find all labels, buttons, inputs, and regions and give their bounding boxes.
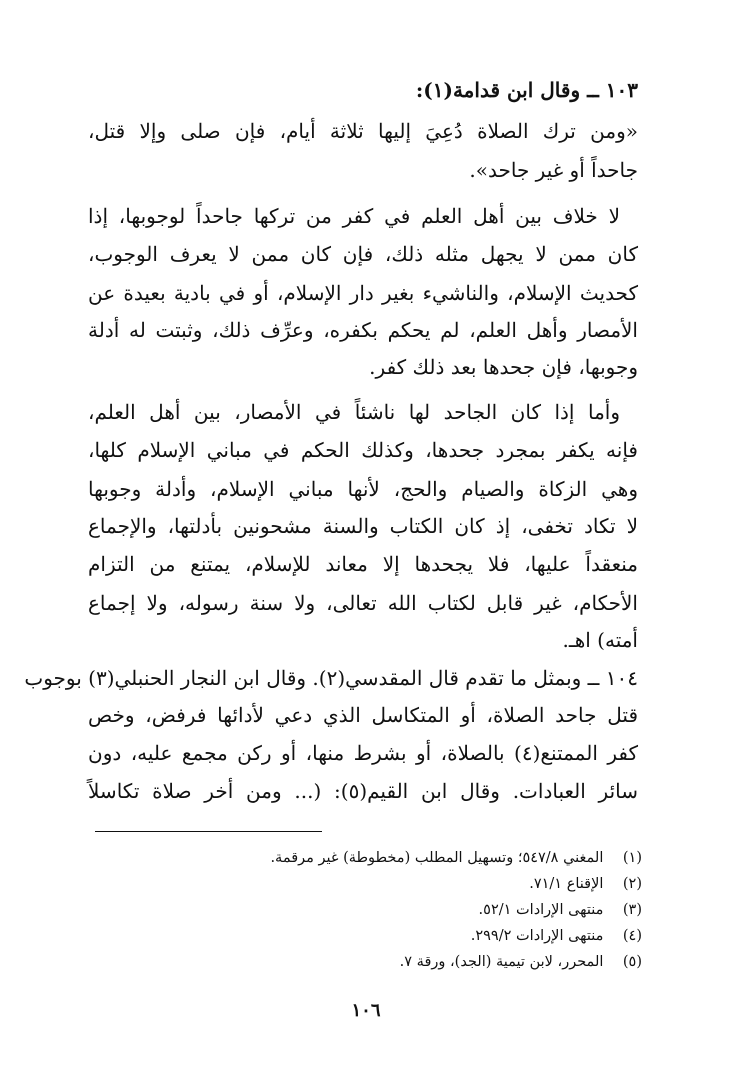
text-line: «ومن ترك الصلاة دُعِيَ إليها ثلاثة أيام، فإن صلى وإلا قتل، [88,119,638,143]
text-line: الأحكام، غير قابل لكتاب الله تعالى، ولا سنة رسوله، ولا إجماع [88,591,638,615]
text-line: لا خلاف بين أهل العلم في كفر من تركها جاحداً لوجوبها، إذا [88,204,620,228]
footnote-number: (٢) [622,876,642,892]
footnote [122,952,642,972]
footnote-number: (٣) [622,902,642,918]
text-line: كان ممن لا يجهل مثله ذلك، فإن كان ممن لا يعرف الوجوب، [88,242,638,266]
page-number: ١٠٦ [351,1000,381,1021]
footnote-text: المحرر، لابن تيمية (الجد)، ورقة ٧. [399,954,604,970]
footnote [122,900,642,920]
footnote-text: منتهى الإرادات ٥٢/١. [478,902,604,918]
text-line: كفر الممتنع(٤) بالصلاة، أو بشرط منها، أو ركن مجمع عليه، دون [88,741,638,765]
text-line: وأما إذا كان الجاحد لها ناشئاً في الأمصار، بين أهل العلم، [88,400,620,424]
text-line: وهي الزكاة والصيام والحج، لأنها مباني الإسلام، وأدلة وجوبها [88,477,638,501]
text-line: قتل جاحد الصلاة، أو المتكاسل الذي دعي لأدائها فرفض، وخص [88,703,638,727]
text-line: ١٠٣ ــ وقال ابن قدامة(١): [415,78,638,102]
footnote-text: المغني ٥٤٧/٨؛ وتسهيل المطلب (مخطوطة) غير مرقمة. [270,850,604,866]
text-line: جاحداً أو غير جاحد». [469,158,638,182]
text-line: أمته) اهـ. [562,628,638,652]
footnote-number: (٥) [622,954,642,970]
text-line: فإنه يكفر بمجرد جحدها، وكذلك الحكم في مباني الإسلام كلها، [88,438,638,462]
text-line: ١٠٤ ــ وبمثل ما تقدم قال المقدسي(٢). وقال ابن النجار الحنبلي(٣) بوجوب [24,666,638,690]
footnote [122,874,642,894]
footnote-text: منتهى الإرادات ٢٩٩/٢. [470,928,604,944]
footnote-number: (٤) [622,928,642,944]
footnote [122,848,642,868]
text-line: منعقداً عليها، فلا يجحدها إلا معاند للإسلام، يمتنع من التزام [88,552,638,576]
footnote-number: (١) [622,850,642,866]
text-line: الأمصار وأهل العلم، لم يحكم بكفره، وعرِّف ذلك، وثبتت له أدلة [88,318,638,342]
text-line: وجوبها، فإن جحدها بعد ذلك كفر. [369,355,638,379]
text-line: كحديث الإسلام، والناشيء بغير دار الإسلام، أو في بادية بعيدة عن [88,281,638,305]
footnote-text: الإقناع ٧١/١. [529,876,604,892]
footnote [122,926,642,946]
footnote-separator [95,831,322,832]
text-line: سائر العبادات. وقال ابن القيم(٥): (... ومن أخر صلاة تكاسلاً [88,779,638,803]
text-line: لا تكاد تخفى، إذ كان الكتاب والسنة مشحونين بأدلتها، والإجماع [88,514,638,538]
